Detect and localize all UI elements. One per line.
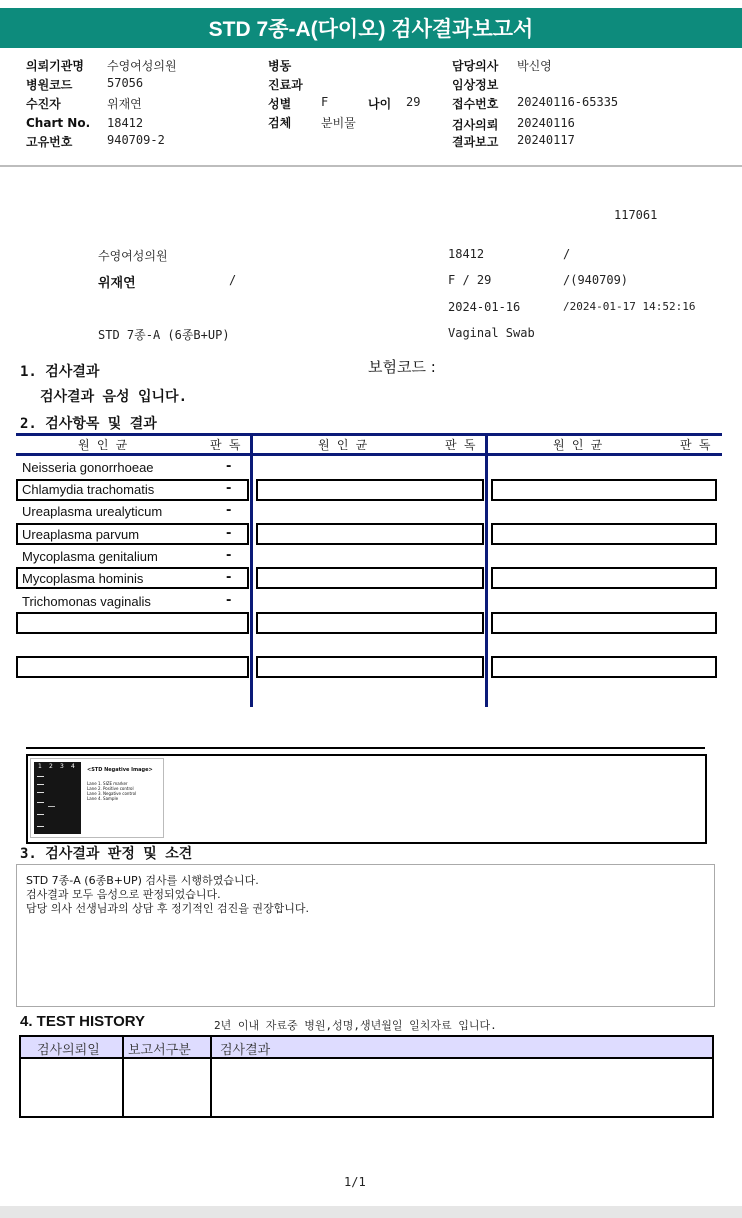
row-box [491,523,717,545]
section2-title: 2. 검사항목 및 결과 [20,416,157,432]
received-date: 2024-01-16 [448,300,521,314]
header-value: 수영여성의원 [107,59,177,73]
header-label: 병원코드 [26,78,73,92]
history-col-divider [210,1037,212,1116]
report-title-banner [0,8,742,48]
gel-legend-item: Lane 4. Sample [87,796,119,801]
organism-name: Mycoplasma genitalium [22,549,158,564]
header-label: 성별 [268,97,292,111]
column-divider [485,433,488,707]
history-col-divider [122,1037,124,1116]
slash: / [563,247,571,261]
sex-age: F / 29 [448,273,492,287]
lab-code: 117061 [614,208,658,222]
organism-result: - [226,570,232,585]
col-organism-header: 원 인 균 [553,438,603,452]
patient-name: 위재연 [98,276,136,291]
organism-result: - [226,548,232,563]
finding-line: 검사결과 모두 음성으로 판정되었습니다. [26,888,221,901]
gel-image [30,758,164,838]
header-value: 20240116 [517,116,575,130]
chart-number: 18412 [448,247,485,261]
finding-line: STD 7종-A (6종B+UP) 검사를 시행하였습니다. [26,874,259,887]
row-box [16,656,249,678]
header-label: 병동 [268,59,292,73]
organism-name: Mycoplasma hominis [22,571,144,586]
page-bottom-bar [0,1206,742,1218]
organism-name: Ureaplasma urealyticum [22,504,163,519]
gel-image-frame [26,754,707,844]
specimen: Vaginal Swab [448,326,535,340]
row-box [491,567,717,589]
history-header [21,1037,712,1059]
insurance-code-label: 보험코드 : [368,358,436,376]
finding-line: 담당 의사 선생님과의 상담 후 정기적인 검진을 권장합니다. [26,902,309,915]
gel-lanes [34,762,81,834]
col-result-header: 판 독 [680,438,711,452]
header-label: 나이 [368,97,392,111]
organism-result: - [226,481,232,496]
row-box [491,479,717,501]
header-value: 위재연 [107,97,142,111]
report-title: STD 7종-A(다이오) 검사결과보고서 [208,18,534,41]
section1-title: 1. 검사결과 [20,364,100,380]
header-label: 검체 [268,116,292,130]
gel-legend-item: Lane 3. Negative control [87,791,137,796]
page-number: 1/1 [344,1175,366,1189]
header-value: 18412 [107,116,144,130]
header-value: 940709-2 [107,133,165,147]
header-value: F [321,95,329,109]
lane-number: 2 [49,763,53,770]
header-value: 29 [406,95,421,109]
history-note: 2년 이내 자료중 병원,성명,생년월일 일치자료 입니다. [214,1019,497,1032]
row-box [256,479,484,501]
header-label: 의뢰기관명 [26,59,84,73]
header-label: 고유번호 [26,135,73,149]
header-value: 57056 [107,76,144,90]
test-name: STD 7종-A (6종B+UP) [98,328,230,342]
row-box [16,612,249,634]
col-organism-header: 원 인 균 [318,438,368,452]
organism-result: - [226,526,232,541]
row-box [256,523,484,545]
lane-number: 1 [38,763,42,770]
header-label: 검사의뢰 [452,118,499,132]
organism-result: - [226,459,232,474]
history-col-header: 검사의뢰일 [37,1043,100,1058]
history-col-header: 보고서구분 [128,1043,191,1058]
lane-number: 4 [71,763,75,770]
header-value: 20240116-65335 [517,95,619,109]
image-divider [26,747,705,749]
history-col-header: 검사결과 [220,1043,271,1058]
col-result-header: 판 독 [210,438,241,452]
report-datetime: /2024-01-17 14:52:16 [563,300,696,313]
row-box [491,612,717,634]
birth-date: /(940709) [563,273,629,287]
organism-name: Ureaplasma parvum [22,527,140,542]
organism-result: - [226,503,232,518]
header-label: 접수번호 [452,97,499,111]
col-organism-header: 원 인 균 [78,438,128,452]
history-table [19,1035,714,1118]
header-label: 진료과 [268,78,303,92]
table-header-rule [16,453,722,456]
row-box [256,567,484,589]
slash: / [229,273,237,287]
section4-title: 4. TEST HISTORY [20,1013,146,1030]
column-divider [250,433,253,707]
section1-result: 검사결과 음성 입니다. [40,389,188,405]
organism-result: - [226,593,232,608]
section3-title: 3. 검사결과 판정 및 소견 [20,846,193,862]
gel-legend-item: Lane 2. Positive control [87,786,134,791]
header-label: 담당의사 [452,59,499,73]
organism-name: Neisseria gonorrhoeae [22,460,154,475]
header-label: Chart No. [26,116,91,130]
header-value: 박신영 [517,59,552,73]
organism-name: Chlamydia trachomatis [22,482,155,497]
lane-number: 3 [60,763,64,770]
row-box [256,612,484,634]
gel-legend-item: Lane 1. SIZE marker [87,781,128,786]
row-box [491,656,717,678]
clinic-name: 수영여성의원 [98,249,168,263]
gel-title: <STD Negative Image> [87,767,153,773]
header-value: 분비물 [321,116,356,130]
col-result-header: 판 독 [445,438,476,452]
row-box [256,656,484,678]
header-divider [0,165,742,167]
header-label: 수진자 [26,97,61,111]
header-label: 결과보고 [452,135,499,149]
organism-name: Trichomonas vaginalis [22,594,151,609]
header-label: 임상정보 [452,78,499,92]
header-value: 20240117 [517,133,575,147]
